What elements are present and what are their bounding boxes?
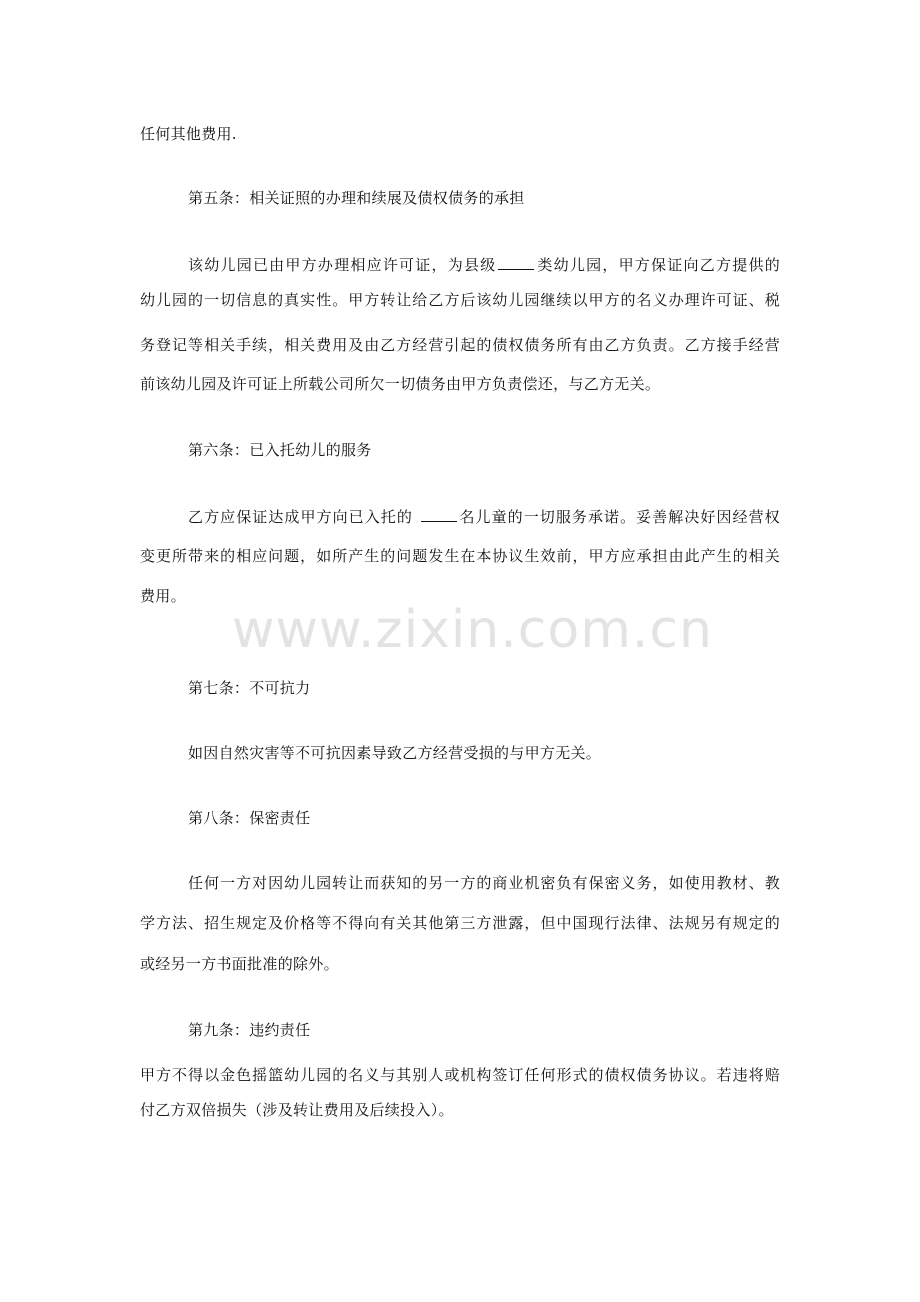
article-7-heading: 第七条：不可抗力: [188, 679, 311, 697]
paragraph-line: 务登记等相关手续，相关费用及由乙方经营引起的债权债务所有由乙方负责。乙方接手经营: [140, 336, 780, 354]
paragraph-line: 任何一方对因幼儿园转让而获知的另一方的商业机密负有保密义务，如使用教材、教: [188, 874, 780, 892]
paragraph-line: 前该幼儿园及许可证上所载公司所欠一切债务由甲方负责偿还，与乙方无关。: [140, 375, 661, 393]
fill-in-blank: [498, 253, 534, 270]
paragraph-line: 或经另一方书面批准的除外。: [140, 955, 339, 973]
article-5-heading: 第五条：相关证照的办理和续展及债权债务的承担: [188, 189, 525, 207]
paragraph-line: [188, 253, 780, 275]
article-9-heading: 第九条：违约责任: [188, 1021, 311, 1039]
paragraph-line: 甲方不得以金色摇篮幼儿园的名义与其别人或机构签订任何形式的债权债务协议。若违将赔: [140, 1066, 780, 1084]
text-fragment: 名儿童的一切服务承诺。妥善解决好因经营权: [458, 508, 780, 526]
text-fragment: 该幼儿园已由甲方办理相应许可证，为县级: [188, 256, 497, 274]
watermark: www.zixin.com.cn: [232, 600, 713, 660]
paragraph-line: 幼儿园的一切信息的真实性。甲方转让给乙方后该幼儿园继续以甲方的名义办理许可证、税: [140, 291, 780, 309]
text-fragment: 类幼儿园，甲方保证向乙方提供的: [536, 256, 780, 274]
text-fragment: 乙方应保证达成甲方向已入托的: [188, 508, 419, 526]
paragraph-line: 任何其他费用.: [140, 125, 237, 143]
paragraph-line: 如因自然灾害等不可抗因素导致乙方经营受损的与甲方无关。: [188, 744, 602, 762]
paragraph-line: [188, 505, 780, 527]
paragraph-line: 付乙方双倍损失（涉及转让费用及后续投入）。: [140, 1101, 454, 1119]
paragraph-line: 费用。: [140, 587, 186, 605]
article-6-heading: 第六条：已入托幼儿的服务: [188, 441, 372, 459]
fill-in-blank: [421, 505, 457, 522]
article-8-heading: 第八条：保密责任: [188, 809, 311, 827]
paragraph-line: 变更所带来的相应问题，如所产生的问题发生在本协议生效前，甲方应承担由此产生的相关: [140, 547, 780, 565]
paragraph-line: 学方法、招生规定及价格等不得向有关其他第三方泄露，但中国现行法律、法规另有规定的: [140, 914, 780, 932]
